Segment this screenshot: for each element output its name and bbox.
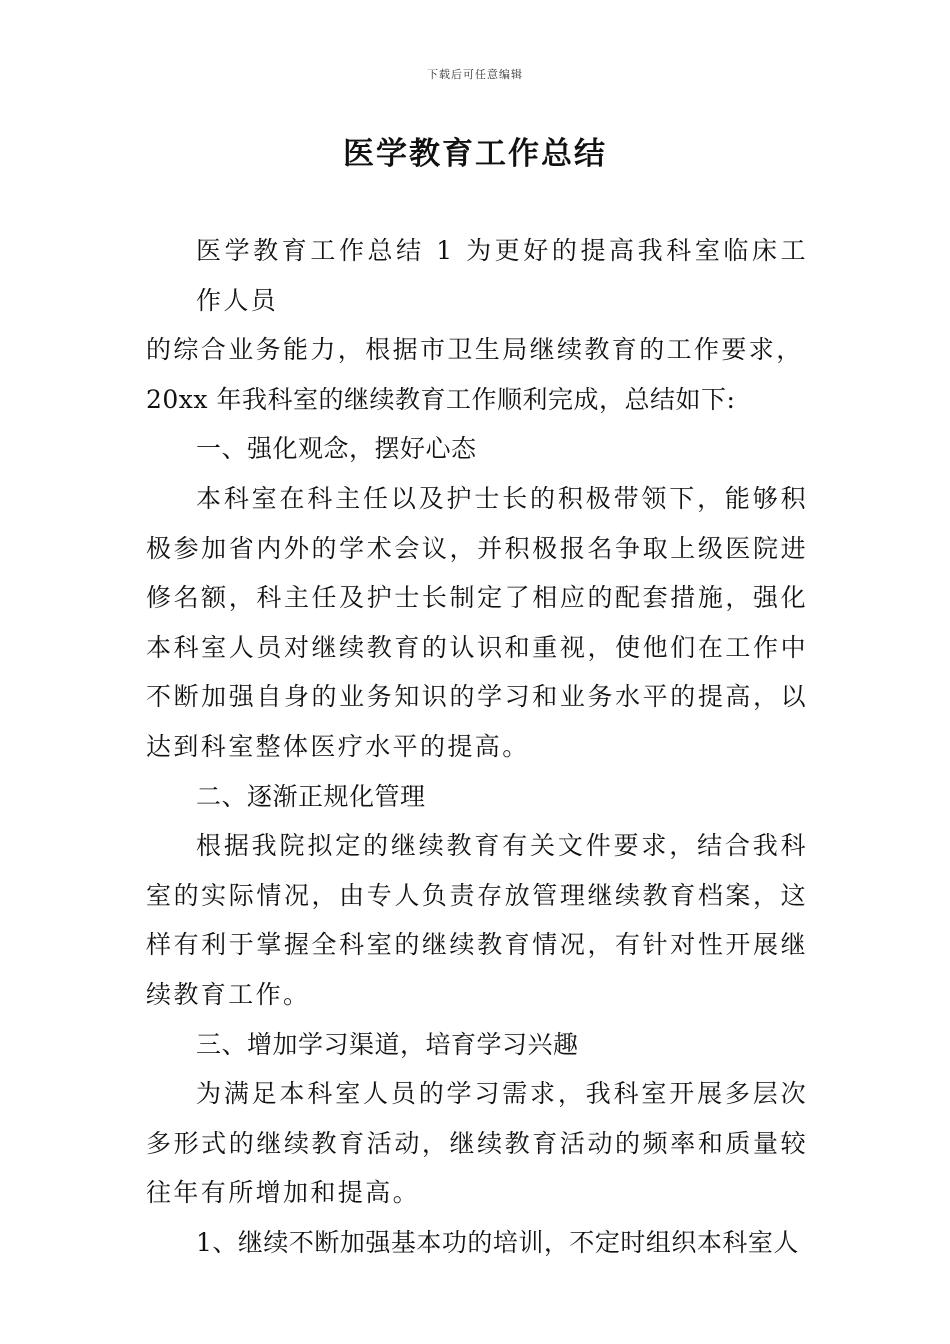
- document-title: 医学教育工作总结: [343, 136, 607, 172]
- item-1-paragraph: 1、继续不断加强基本功的培训，不定时组织本科室人: [196, 1227, 799, 1257]
- section-2-heading: 二、逐渐正规化管理: [196, 781, 426, 811]
- intro-line-3: 20xx 年我科室的继续教育工作顺利完成，总结如下:: [146, 384, 736, 414]
- header-note: 下载后可任意编辑: [427, 68, 523, 81]
- intro-line-1: 医学教育工作总结 1 为更好的提高我科室临床工作人员: [196, 236, 808, 315]
- section-3-paragraph: 为满足本科室人员的学习需求，我科室开展多层次多形式的继续教育活动，继续教育活动的频率和质量较往年有所增加和提高。: [146, 1079, 808, 1208]
- intro-line-2: 的综合业务能力，根据市卫生局继续教育的工作要求，: [146, 335, 804, 365]
- document-body: [146, 226, 808, 1267]
- section-1-paragraph: 本科室在科主任以及护士长的积极带领下，能够积极参加省内外的学术会议，并积极报名争取上级医院进修名额，科主任及护士长制定了相应的配套措施，强化本科室人员对继续教育的认识和重视，使他们在工作中不断加强自身的业务知识的学习和业务水平的提高，以达到科室整体医疗水平的提高。: [146, 483, 808, 761]
- section-3-heading: 三、增加学习渠道，培育学习兴趣: [196, 1029, 579, 1059]
- intro-paragraph: [146, 226, 808, 424]
- section-2-paragraph: 根据我院拟定的继续教育有关文件要求，结合我科室的实际情况，由专人负责存放管理继续教育档案，这样有利于掌握全科室的继续教育情况，有针对性开展继续教育工作。: [146, 831, 808, 1009]
- section-1-heading: 一、强化观念，摆好心态: [196, 434, 477, 464]
